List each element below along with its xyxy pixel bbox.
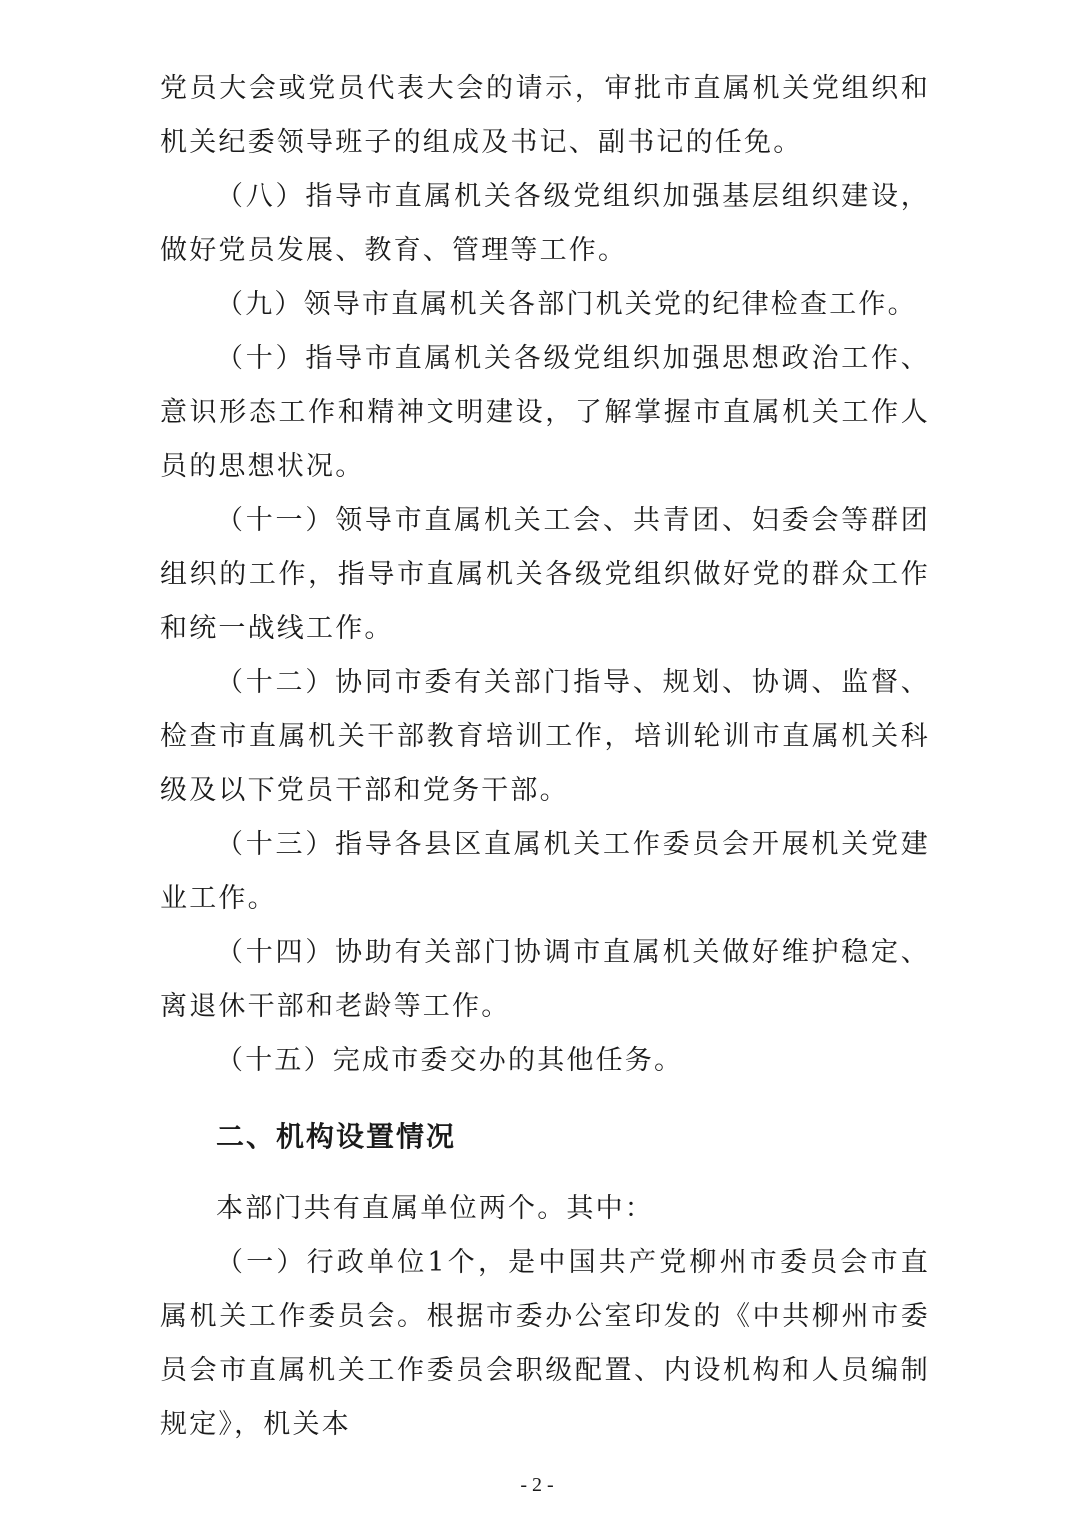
paragraph-admin-unit: （一）行政单位1个，是中国共产党柳州市委员会市直属机关工作委员会。根据市委办公室印发的《中共柳州市委员会市直属机关工作委员会职级配置、内设机构和人员编制规定》，机关本 xyxy=(160,1247,930,1440)
paragraph-intro: 本部门共有直属单位两个。其中： xyxy=(216,1193,654,1224)
paragraph-item-12: （十二）协同市委有关部门指导、规划、协调、监督、检查市直属机关干部教育培训工作，培训轮训市直属机关科级及以下党员干部和党务干部。 xyxy=(160,667,930,806)
section-heading: 二、机构设置情况 xyxy=(216,1120,457,1153)
paragraph-item-13: （十三）指导各县区直属机关工作委员会开展机关党建业工作。 xyxy=(160,829,930,914)
paragraph-item-9: （九）领导市直属机关各部门机关党的纪律检查工作。 xyxy=(216,289,917,320)
paragraph-item-10: （十）指导市直属机关各级党组织加强思想政治工作、意识形态工作和精神文明建设，了解掌握市直属机关工作人员的思想状况。 xyxy=(160,343,930,482)
paragraph-item-11: （十一）领导市直属机关工会、共青团、妇委会等群团组织的工作，指导市直属机关各级党组织做好党的群众工作和统一战线工作。 xyxy=(160,505,930,644)
document-body xyxy=(160,62,930,1452)
paragraph-item-14: （十四）协助有关部门协调市直属机关做好维护稳定、离退休干部和老龄等工作。 xyxy=(160,937,930,1022)
paragraph-item-15: （十五）完成市委交办的其他任务。 xyxy=(216,1045,684,1076)
paragraph-item-8: （八）指导市直属机关各级党组织加强基层组织建设，做好党员发展、教育、管理等工作。 xyxy=(160,181,930,266)
page-number: - 2 - xyxy=(520,1474,554,1496)
paragraph-continuation: 党员大会或党员代表大会的请示，审批市直属机关党组织和机关纪委领导班子的组成及书记、副书记的任免。 xyxy=(160,73,930,158)
